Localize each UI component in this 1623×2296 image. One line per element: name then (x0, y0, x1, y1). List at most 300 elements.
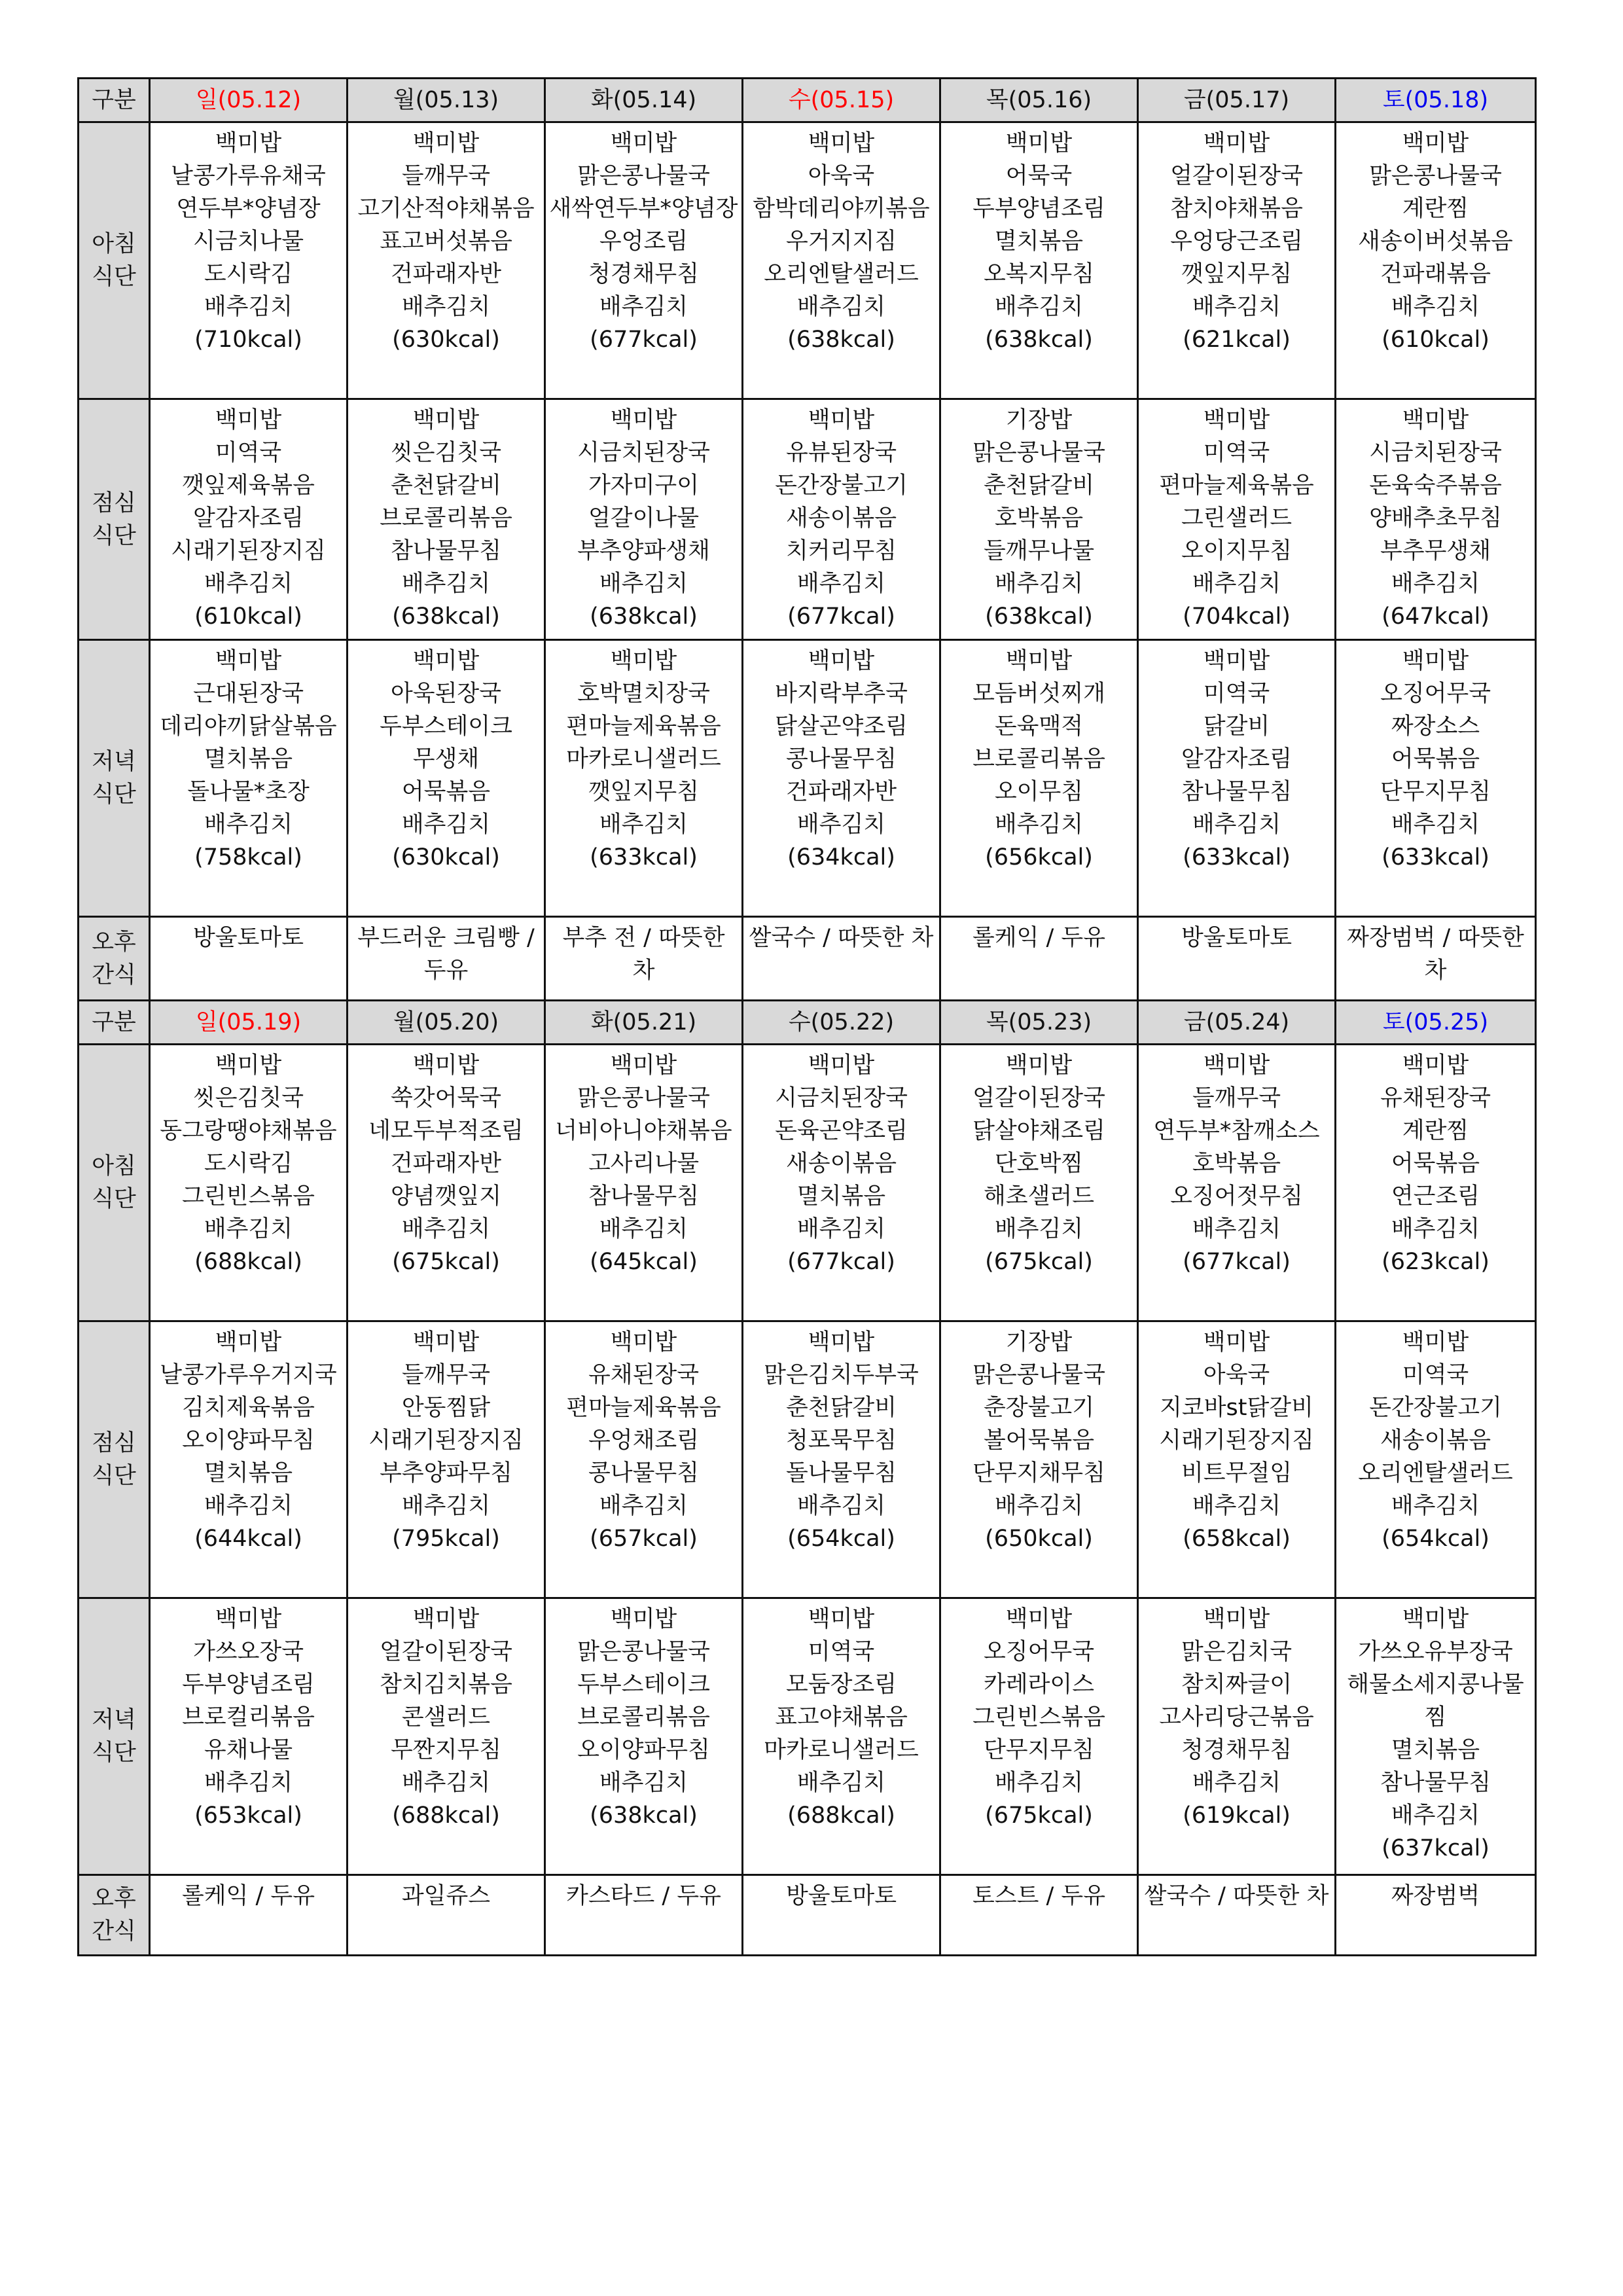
menu-item: 백미밥 (1203, 1606, 1270, 1632)
menu-item: 들깨무국 (401, 163, 491, 189)
menu-item: 배추김치 (994, 1493, 1084, 1519)
menu-item: 연두부*참깨소스 (1153, 1118, 1320, 1144)
menu-item: 도시락김 (204, 1151, 293, 1177)
menu-item: (688kcal) (392, 1803, 500, 1829)
menu-item: 백미밥 (1005, 1606, 1073, 1632)
menu-item: 씻은김칫국 (192, 1085, 304, 1111)
meal-label-line: 식단 (92, 1740, 136, 1766)
menu-item: 백미밥 (1203, 1052, 1270, 1079)
menu-item: 배추김치 (994, 571, 1084, 597)
menu-item: (638kcal) (590, 1803, 698, 1829)
snack-item: 롤케익 / 두유 (972, 925, 1106, 951)
menu-item: 미역국 (215, 440, 282, 466)
menu-item: 배추김치 (401, 812, 491, 838)
menu-item: 백미밥 (1402, 1606, 1469, 1632)
menu-item: 우엉당근조림 (1170, 228, 1303, 255)
meal-row-snack (79, 917, 1536, 1001)
menu-item: 마카로니샐러드 (566, 746, 721, 772)
meal-cell-snack (940, 917, 1138, 1001)
menu-item: 백미밥 (610, 407, 677, 433)
meal-label-line: 아침 (92, 231, 136, 257)
menu-item: (677kcal) (787, 603, 895, 630)
meal-row-breakfast (79, 1045, 1536, 1321)
menu-item: 근대된장국 (192, 681, 304, 707)
menu-item: 맑은콩나물국 (1369, 163, 1502, 189)
menu-item: 부추무생채 (1380, 538, 1491, 564)
menu-item: 배추김치 (599, 1770, 688, 1796)
menu-item: 안동찜닭 (401, 1395, 491, 1421)
meal-cell-breakfast (348, 1045, 545, 1321)
meal-cell-snack (545, 1875, 743, 1956)
week-header-row (79, 1001, 1536, 1045)
meal-row-snack (79, 1875, 1536, 1956)
menu-item: (633kcal) (1382, 844, 1489, 870)
menu-item: (621kcal) (1183, 327, 1291, 353)
snack-item: 짜장범벅 / 따뜻한 차 (1347, 925, 1524, 984)
menu-item: 얼갈이된장국 (1170, 163, 1303, 189)
menu-item: 부추양파생채 (577, 538, 710, 564)
menu-item: 백미밥 (215, 1052, 282, 1079)
meal-cell-dinner (1336, 1598, 1536, 1875)
menu-item: 배추김치 (796, 294, 886, 320)
menu-item: 단호박찜 (994, 1151, 1084, 1177)
menu-item: (638kcal) (590, 603, 698, 630)
menu-item: 백미밥 (215, 130, 282, 156)
menu-item: 무생채 (412, 746, 480, 772)
menu-item: 데리야끼닭살볶음 (160, 713, 337, 740)
menu-item: 시래기된장지짐 (368, 1427, 524, 1454)
menu-item: 돌나물무침 (785, 1460, 897, 1486)
menu-item: 돈육맥적 (994, 713, 1084, 740)
menu-item: 백미밥 (610, 130, 677, 156)
menu-item: 배추김치 (1192, 812, 1281, 838)
menu-item: (647kcal) (1382, 603, 1489, 630)
menu-item: 건파래볶음 (1380, 261, 1491, 287)
menu-item: 청포묵무침 (785, 1427, 897, 1454)
meal-plan-sheet (77, 77, 1535, 1956)
meal-cell-snack (743, 1875, 940, 1956)
menu-item: 백미밥 (215, 1606, 282, 1632)
menu-item: 그린빈스볶음 (972, 1704, 1105, 1731)
meal-cell-dinner (940, 1598, 1138, 1875)
menu-item: 배추김치 (796, 571, 886, 597)
menu-item: 배추김치 (204, 812, 293, 838)
menu-item: (650kcal) (985, 1526, 1093, 1552)
menu-item: (638kcal) (392, 603, 500, 630)
menu-item: 배추김치 (401, 1493, 491, 1519)
menu-item: 돈육곤약조림 (775, 1118, 908, 1144)
menu-item: 백미밥 (412, 407, 480, 433)
menu-item: (610kcal) (1382, 327, 1489, 353)
menu-item: 백미밥 (808, 130, 875, 156)
menu-item: 멸치볶음 (204, 1460, 293, 1486)
menu-item: 맑은콩나물국 (577, 1085, 710, 1111)
menu-item: 배추김치 (599, 1216, 688, 1242)
menu-item: 백미밥 (610, 1052, 677, 1079)
meal-cell-dinner (150, 640, 348, 917)
menu-item: 백미밥 (412, 1606, 480, 1632)
menu-item: 배추김치 (204, 571, 293, 597)
menu-item: 단무지무침 (1380, 779, 1491, 805)
day-header-cell: 금(05.24) (1138, 1001, 1336, 1045)
menu-item: 씻은김칫국 (390, 440, 502, 466)
menu-item: 돈육숙주볶음 (1369, 473, 1502, 499)
meal-label-line: 저녁 (92, 1707, 136, 1733)
menu-item: 백미밥 (215, 407, 282, 433)
menu-item: (630kcal) (392, 327, 500, 353)
meal-label-line: 식단 (92, 781, 136, 808)
menu-item: (675kcal) (985, 1249, 1093, 1275)
menu-item: 참나물무침 (588, 1183, 700, 1210)
menu-item: 두부양념조림 (972, 196, 1105, 222)
menu-item: 미역국 (808, 1639, 875, 1665)
meal-cell-dinner (545, 640, 743, 917)
menu-item: 시래기된장지짐 (171, 538, 326, 564)
menu-item: 배추김치 (1391, 812, 1480, 838)
menu-item: 계란찜 (1402, 196, 1469, 222)
menu-item: 백미밥 (412, 130, 480, 156)
menu-item: 가쓰오장국 (192, 1639, 304, 1665)
menu-item: 배추김치 (401, 1770, 491, 1796)
menu-item: (630kcal) (392, 844, 500, 870)
snack-item: 방울토마토 (785, 1883, 897, 1909)
header-label-cell: 구분 (79, 79, 150, 122)
menu-item: 부추양파무침 (380, 1460, 512, 1486)
menu-item: 카레라이스 (983, 1672, 1095, 1698)
menu-item: 유채나물 (204, 1737, 293, 1763)
menu-item: 배추김치 (204, 294, 293, 320)
menu-item: 춘천닭갈비 (390, 473, 502, 499)
menu-item: 배추김치 (994, 1770, 1084, 1796)
menu-item: 오복지무침 (983, 261, 1095, 287)
snack-item: 토스트 / 두유 (972, 1883, 1106, 1909)
menu-item: 배추김치 (1192, 294, 1281, 320)
meal-cell-breakfast (545, 1045, 743, 1321)
menu-item: 청경채무침 (588, 261, 700, 287)
menu-item: 배추김치 (1391, 1493, 1480, 1519)
menu-item: 배추김치 (1391, 571, 1480, 597)
menu-item: 배추김치 (796, 1493, 886, 1519)
menu-item: 배추김치 (994, 294, 1084, 320)
day-header-cell: 화(05.21) (545, 1001, 743, 1045)
menu-item: 지코바st닭갈비 (1160, 1395, 1313, 1421)
meal-label-line: 오후 (92, 929, 136, 956)
menu-item: (610kcal) (194, 603, 302, 630)
menu-item: 시래기된장지짐 (1159, 1427, 1314, 1454)
menu-item: 배추김치 (599, 571, 688, 597)
meal-label-cell (79, 1321, 150, 1598)
menu-item: 춘장불고기 (983, 1395, 1095, 1421)
menu-item: 참치짜글이 (1181, 1672, 1293, 1698)
menu-item: (657kcal) (590, 1526, 698, 1552)
meal-cell-breakfast (348, 122, 545, 399)
snack-item: 부추 전 / 따뜻한 차 (562, 925, 725, 984)
menu-item: 오이지무침 (1181, 538, 1293, 564)
meal-label-line: 점심 (92, 490, 136, 516)
menu-item: 배추김치 (1192, 1770, 1281, 1796)
menu-item: 건파래자반 (390, 261, 502, 287)
meal-cell-lunch (1138, 1321, 1336, 1598)
meal-cell-snack (348, 1875, 545, 1956)
menu-item: 얼갈이된장국 (380, 1639, 512, 1665)
meal-cell-dinner (348, 640, 545, 917)
menu-item: 고기산적야채볶음 (357, 196, 535, 222)
menu-item: 아욱된장국 (390, 681, 502, 707)
menu-item: 참치김치볶음 (380, 1672, 512, 1698)
meal-cell-dinner (150, 1598, 348, 1875)
menu-item: 오이양파무침 (182, 1427, 315, 1454)
meal-cell-snack (940, 1875, 1138, 1956)
menu-item: 닭살곤약조림 (775, 713, 908, 740)
menu-item: 미역국 (1203, 440, 1270, 466)
menu-item: 건파래자반 (390, 1151, 502, 1177)
day-header-cell: 일(05.19) (150, 1001, 348, 1045)
meal-label-line: 식단 (92, 1186, 136, 1212)
menu-item: 계란찜 (1402, 1118, 1469, 1144)
menu-item: 배추김치 (401, 1216, 491, 1242)
meal-label-line: 저녁 (92, 749, 136, 775)
menu-item: 맑은콩나물국 (972, 440, 1105, 466)
menu-item: (656kcal) (985, 844, 1093, 870)
menu-item: 유뷰된장국 (785, 440, 897, 466)
meal-label-line: 식단 (92, 522, 136, 549)
menu-item: 두부양념조림 (182, 1672, 315, 1698)
menu-item: 백미밥 (412, 1052, 480, 1079)
menu-item: 백미밥 (412, 648, 480, 674)
menu-item: 알감자조림 (1181, 746, 1293, 772)
menu-item: 미역국 (1203, 681, 1270, 707)
menu-item: (654kcal) (1382, 1526, 1489, 1552)
meal-label-line: 오후 (92, 1886, 136, 1912)
meal-label-line: 점심 (92, 1430, 136, 1456)
menu-item: 참치야채볶음 (1170, 196, 1303, 222)
menu-item: (677kcal) (590, 327, 698, 353)
menu-item: 그린샐러드 (1181, 505, 1293, 531)
meal-label-cell (79, 1045, 150, 1321)
menu-item: 돈간장불고기 (775, 473, 908, 499)
menu-item: 백미밥 (808, 648, 875, 674)
meal-cell-lunch (1336, 1321, 1536, 1598)
menu-item: 배추김치 (1391, 1216, 1480, 1242)
meal-cell-breakfast (1336, 1045, 1536, 1321)
menu-item: 치커리무침 (785, 538, 897, 564)
menu-item: 어묵볶음 (1391, 1151, 1480, 1177)
menu-item: 새싹연두부*양념장 (549, 196, 738, 222)
menu-item: 시금치나물 (192, 228, 304, 255)
menu-item: 백미밥 (1005, 130, 1073, 156)
menu-item: 건파래자반 (785, 779, 897, 805)
menu-item: 기장밥 (1005, 1329, 1073, 1355)
day-header-cell: 수(05.22) (743, 1001, 940, 1045)
meal-cell-snack (743, 917, 940, 1001)
menu-item: 백미밥 (1402, 1052, 1469, 1079)
menu-item: 참나물무침 (390, 538, 502, 564)
menu-item: 백미밥 (610, 648, 677, 674)
menu-item: 오리엔탈샐러드 (764, 261, 919, 287)
menu-item: 깻잎지무침 (588, 779, 700, 805)
menu-item: (623kcal) (1382, 1249, 1489, 1275)
day-header-cell: 수(05.15) (743, 79, 940, 122)
menu-item: 멸치볶음 (1391, 1737, 1480, 1763)
menu-item: (704kcal) (1183, 603, 1291, 630)
meal-cell-dinner (940, 640, 1138, 917)
meal-cell-lunch (150, 1321, 348, 1598)
menu-item: 돈간장불고기 (1369, 1395, 1502, 1421)
menu-item: 유채된장국 (588, 1362, 700, 1388)
menu-item: 얼갈이된장국 (972, 1085, 1105, 1111)
menu-item: 네모두부적조림 (368, 1118, 524, 1144)
header-label-cell: 구분 (79, 1001, 150, 1045)
menu-item: 호박볶음 (1192, 1151, 1281, 1177)
meal-cell-lunch (940, 399, 1138, 640)
menu-item: 브로콜리볶음 (380, 505, 512, 531)
menu-item: 어묵국 (1005, 163, 1073, 189)
menu-item: (644kcal) (194, 1526, 302, 1552)
meal-label-cell (79, 640, 150, 917)
menu-item: 백미밥 (808, 1606, 875, 1632)
menu-item: 고사리당근볶음 (1159, 1704, 1314, 1731)
menu-item: 모둠장조림 (785, 1672, 897, 1698)
menu-item: 닭갈비 (1203, 713, 1270, 740)
meal-cell-snack (1336, 917, 1536, 1001)
menu-item: 브로컬리볶음 (182, 1704, 315, 1731)
menu-item: 양배추초무침 (1369, 505, 1502, 531)
meal-cell-breakfast (150, 122, 348, 399)
menu-item: 콩나물무침 (588, 1460, 700, 1486)
menu-item: (675kcal) (985, 1803, 1093, 1829)
menu-item: 오리엔탈샐러드 (1358, 1460, 1513, 1486)
menu-item: (638kcal) (787, 327, 895, 353)
meal-label-cell (79, 1598, 150, 1875)
menu-item: 배추김치 (1192, 1493, 1281, 1519)
meal-cell-breakfast (940, 1045, 1138, 1321)
menu-item: 그린빈스볶음 (182, 1183, 315, 1210)
menu-item: 우엉조림 (599, 228, 688, 255)
menu-item: 바지락부추국 (775, 681, 908, 707)
menu-item: (677kcal) (1183, 1249, 1291, 1275)
menu-item: 백미밥 (610, 1329, 677, 1355)
menu-item: 맑은콩나물국 (972, 1362, 1105, 1388)
menu-item: 두부스테이크 (380, 713, 512, 740)
menu-item: 어묵볶음 (1391, 746, 1480, 772)
menu-item: 모듬버섯찌개 (972, 681, 1105, 707)
menu-item: 배추김치 (401, 571, 491, 597)
menu-item: 표고야채볶음 (775, 1704, 908, 1731)
menu-item: 비트무절임 (1181, 1460, 1293, 1486)
menu-item: 날콩가루우거지국 (160, 1362, 337, 1388)
menu-item: 호박볶음 (994, 505, 1084, 531)
menu-item: 배추김치 (599, 294, 688, 320)
menu-item: 배추김치 (204, 1216, 293, 1242)
snack-item: 쌀국수 / 따뜻한 차 (749, 925, 934, 951)
menu-item: 해물소세지콩나물찜 (1347, 1672, 1524, 1731)
meal-cell-breakfast (150, 1045, 348, 1321)
meal-cell-lunch (743, 1321, 940, 1598)
menu-item: 백미밥 (1203, 130, 1270, 156)
meal-cell-snack (1336, 1875, 1536, 1956)
meal-cell-dinner (545, 1598, 743, 1875)
menu-item: 배추김치 (796, 1770, 886, 1796)
menu-item: 백미밥 (610, 1606, 677, 1632)
meal-cell-lunch (150, 399, 348, 640)
menu-item: 맑은콩나물국 (577, 1639, 710, 1665)
menu-item: 배추김치 (994, 812, 1084, 838)
meal-cell-breakfast (1138, 122, 1336, 399)
menu-item: 짜장소스 (1391, 713, 1480, 740)
meal-label-cell (79, 122, 150, 399)
menu-item: 가자미구이 (588, 473, 700, 499)
menu-item: 어묵볶음 (401, 779, 491, 805)
meal-plan-table (77, 77, 1537, 1956)
meal-cell-lunch (1336, 399, 1536, 640)
meal-cell-breakfast (743, 1045, 940, 1321)
meal-label-cell (79, 399, 150, 640)
menu-item: 참나물무침 (1380, 1770, 1491, 1796)
day-header-cell: 목(05.16) (940, 79, 1138, 122)
meal-label-line: 식단 (92, 1463, 136, 1489)
menu-item: 함박데리야끼볶음 (753, 196, 930, 222)
meal-label-line: 간식 (92, 961, 136, 988)
menu-item: 배추김치 (204, 1770, 293, 1796)
meal-cell-lunch (1138, 399, 1336, 640)
menu-item: 들깨무나물 (983, 538, 1095, 564)
meal-cell-dinner (348, 1598, 545, 1875)
menu-item: 백미밥 (1402, 407, 1469, 433)
menu-item: 깻잎제육볶음 (182, 473, 315, 499)
menu-item: 백미밥 (1203, 1329, 1270, 1355)
meal-cell-lunch (545, 399, 743, 640)
meal-row-dinner (79, 640, 1536, 917)
menu-item: 고사리나물 (588, 1151, 700, 1177)
menu-item: 배추김치 (1391, 294, 1480, 320)
menu-item: (677kcal) (787, 1249, 895, 1275)
meal-cell-breakfast (940, 122, 1138, 399)
menu-item: 백미밥 (1203, 407, 1270, 433)
menu-item: 볼어묵볶음 (983, 1427, 1095, 1454)
menu-item: 배추김치 (1192, 1216, 1281, 1242)
menu-item: 유채된장국 (1380, 1085, 1491, 1111)
menu-item: 양념깻잎지 (390, 1183, 502, 1210)
menu-item: (638kcal) (985, 327, 1093, 353)
meal-cell-snack (150, 917, 348, 1001)
meal-row-lunch (79, 399, 1536, 640)
menu-item: (633kcal) (590, 844, 698, 870)
menu-item: 백미밥 (1402, 1329, 1469, 1355)
day-header-cell: 월(05.20) (348, 1001, 545, 1045)
menu-item: 두부스테이크 (577, 1672, 710, 1698)
meal-label-cell (79, 1875, 150, 1956)
menu-item: 아욱국 (1203, 1362, 1270, 1388)
menu-item: 콩나물무침 (785, 746, 897, 772)
meal-row-breakfast (79, 122, 1536, 399)
menu-item: 맑은김치국 (1181, 1639, 1293, 1665)
menu-item: 백미밥 (1203, 648, 1270, 674)
menu-item: 알감자조림 (192, 505, 304, 531)
day-header-cell: 토(05.18) (1336, 79, 1536, 122)
menu-item: 동그랑땡야채볶음 (160, 1118, 337, 1144)
meal-cell-snack (545, 917, 743, 1001)
menu-item: 백미밥 (1005, 648, 1073, 674)
meal-cell-dinner (1336, 640, 1536, 917)
menu-item: (633kcal) (1183, 844, 1291, 870)
menu-item: 편마늘제육볶음 (566, 713, 721, 740)
snack-item: 과일쥬스 (401, 1883, 491, 1909)
snack-item: 짜장범벅 (1391, 1883, 1480, 1909)
menu-item: (654kcal) (787, 1526, 895, 1552)
menu-item: 들깨무국 (401, 1362, 491, 1388)
day-header-cell: 일(05.12) (150, 79, 348, 122)
snack-item: 부드러운 크림빵 / 두유 (357, 925, 535, 984)
